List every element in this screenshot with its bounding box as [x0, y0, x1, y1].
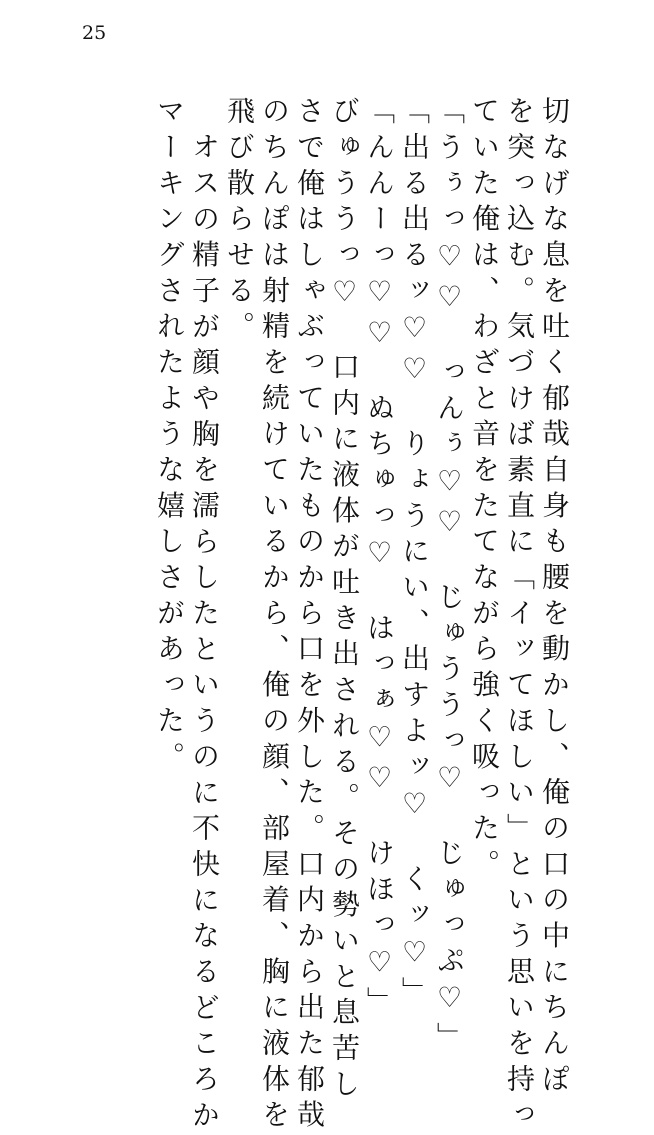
text-column: マーキングされたような嬉しさがあった。	[153, 96, 186, 777]
text-column: 切なげな息を吐く郁哉自身も腰を動かし、俺の口の中にちんぽ	[538, 96, 571, 1100]
text-column: ていた俺は、わざと音をたてながら強く吸った。	[468, 96, 501, 885]
text-column: オスの精子が顔や胸を濡らしたというのに不快になるどころか	[188, 131, 221, 1135]
text-column: 飛び散らせる。	[223, 96, 256, 347]
text-column: を突っ込む。気づけば素直に「イッてほしい」という思いを持っ	[503, 96, 536, 1135]
dialogue-column: 「んんーっ♡♡ ぬちゅっ♡ はっぁ♡♡ けほっ♡」	[363, 96, 396, 1022]
dialogue-column: 「出る出るッ♡♡ りょうにい、出すよッ♡ くッ♡」	[398, 96, 431, 1012]
page-number: 25	[82, 22, 107, 44]
dialogue-column: 「うぅっ♡♡ っんぅ♡♡ じゅううっ♡ じゅっぷ♡」	[433, 96, 466, 1058]
text-column: さで俺はしゃぶっていたものから口を外した。口内から出た郁哉	[293, 96, 326, 1135]
text-column: びゅううっ♡ 口内に液体が吐き出される。その勢いと息苦し	[328, 96, 361, 1105]
text-column: のちんぽは射精を続けているから、俺の顔、部屋着、胸に液体を	[258, 96, 291, 1135]
body-text	[82, 96, 572, 1135]
